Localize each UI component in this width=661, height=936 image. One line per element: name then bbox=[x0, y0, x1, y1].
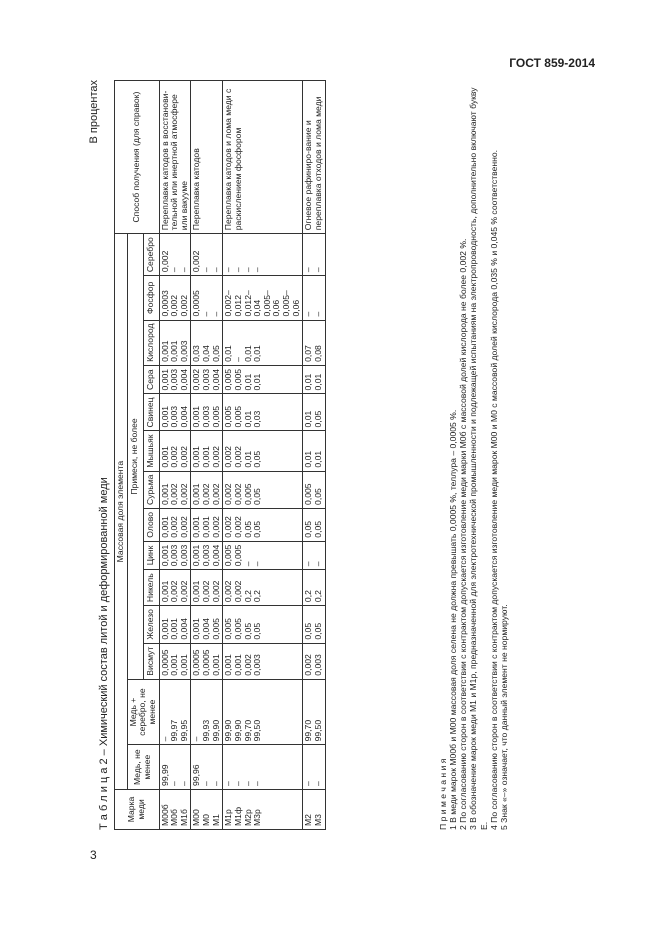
table-cell: 0,001 0,001 0,002 0,003 bbox=[223, 643, 303, 679]
table-cell: 0,002 0,003 0,004 bbox=[191, 365, 223, 394]
head-impurities: Примеси, не более bbox=[127, 234, 143, 679]
table-cell: 99,90 99,90 99,70 99,50 bbox=[223, 679, 303, 745]
table-cell: – – bbox=[303, 745, 325, 790]
table-row bbox=[159, 81, 191, 830]
table-cell: 0,0005 0,001 0,001 bbox=[159, 643, 191, 679]
head-impurity: Железо bbox=[143, 606, 159, 644]
head-mass: Массовая доля элемента bbox=[115, 234, 128, 790]
table-cell: 0,001 0,002 0,002 bbox=[159, 431, 191, 471]
table-body bbox=[159, 81, 325, 830]
table-cell: 0,07 0,08 bbox=[303, 320, 325, 365]
table-cell: 0,005 0,005 – – bbox=[223, 541, 303, 570]
table-cell: 0,005 0,05 bbox=[303, 471, 325, 508]
standard-number: ГОСТ 859-2014 bbox=[509, 56, 595, 70]
composition-table bbox=[114, 80, 326, 830]
table-cell: 0,03 0,04 0,05 bbox=[191, 320, 223, 365]
table-cell: 0,0005 – – bbox=[191, 276, 223, 320]
table-cell: 0,001 0,002 0,002 bbox=[159, 570, 191, 606]
table-cell: 99,99 – – bbox=[159, 745, 191, 790]
table-cell: 0,001 0,003 0,004 bbox=[191, 541, 223, 570]
table-cell: 0,001 0,003 0,004 bbox=[159, 365, 191, 394]
note-line: 1 В меди марок М00б и М00 массовая доля селена не должна превышать 0,0005 %, теллура – 0,0005 %. bbox=[448, 409, 459, 830]
head-impurity: Кислород bbox=[143, 320, 159, 365]
table-cell: 0,001 0,002 0,002 bbox=[159, 508, 191, 541]
table-cell: 0,0005 0,0005 0,001 bbox=[191, 643, 223, 679]
table-cell: 0,001 0,002 0,002 bbox=[191, 570, 223, 606]
head-impurity: Сурьма bbox=[143, 471, 159, 508]
table-cell: – – bbox=[303, 541, 325, 570]
head-impurity: Олово bbox=[143, 508, 159, 541]
head-impurity: Серебро bbox=[143, 234, 159, 276]
table-cell: 0,001 0,002 0,002 bbox=[191, 471, 223, 508]
table-cell: 0,05 0,05 bbox=[303, 606, 325, 644]
head-impurity: Висмут bbox=[143, 643, 159, 679]
notes bbox=[438, 80, 509, 830]
units-label: В процентах bbox=[88, 80, 100, 144]
table-cell: 0,01 0,05 bbox=[303, 394, 325, 431]
table-cell: 0,001 0,001 0,002 bbox=[191, 431, 223, 471]
table-cell: 0,005 0,005 0,05 0,05 bbox=[223, 606, 303, 644]
table-cell: – 99,97 99,95 bbox=[159, 679, 191, 745]
note-line: 4 По согласованию сторон в соответствии с контрактом допускается изготовление меди марок М00 и М0 с массовой долей кислорода 0,035 % и 0,045 % соответственно. bbox=[488, 149, 499, 830]
table-cell: 0,002 0,002 0,005 0,05 bbox=[223, 471, 303, 508]
table-cell: – – – – bbox=[223, 234, 303, 276]
table-cell: Переплавка катодов bbox=[191, 81, 223, 234]
table-cell: 0,002 0,002 0,01 0,05 bbox=[223, 431, 303, 471]
table-cell: 0,002 0,002 0,05 0,05 bbox=[223, 508, 303, 541]
table-row bbox=[303, 81, 325, 830]
table-cell: 0,001 0,001 0,004 bbox=[159, 606, 191, 644]
table-cell: Переплавка катодов и лома меди с раскислением фосфором bbox=[223, 81, 303, 234]
table-cell: 0,0003 0,002 0,002 bbox=[159, 276, 191, 320]
note-line: 2 По согласованию сторон в соответствии с контрактом допускается изготовление меди марки М0б с массовой долей кислорода не более 0,002 %. bbox=[458, 238, 469, 830]
table-cell: 99,96 – – bbox=[191, 745, 223, 790]
note-line: 5 Знак «–» означает, что данный элемент не нормируют. bbox=[498, 604, 509, 830]
note-line: П р и м е ч а н и я bbox=[438, 758, 448, 830]
table-cell: 0,005 0,005 0,01 0,01 bbox=[223, 365, 303, 394]
table-cell: М00б М0б М1б bbox=[159, 789, 191, 829]
table-cell: Огневое рафиниро-вание и переплавка отходов и лома меди bbox=[303, 81, 325, 234]
head-impurity: Фосфор bbox=[143, 276, 159, 320]
table-row bbox=[191, 81, 223, 830]
table-cell: 99,70 99,50 bbox=[303, 679, 325, 745]
table-cell: Переплавка катодов в восстанови-тельной или инертной атмосфере или вакууме bbox=[159, 81, 191, 234]
head-impurity: Свинец bbox=[143, 394, 159, 431]
table-cell: – – – – bbox=[223, 745, 303, 790]
table-cell: 0,001 0,003 0,003 bbox=[159, 541, 191, 570]
head-copper-silver: Медь + серебро, не менее bbox=[127, 679, 159, 745]
table-cell: М00 М0 М1 bbox=[191, 789, 223, 829]
table-cell: 0,002 – – bbox=[191, 234, 223, 276]
head-copper: Медь, не менее bbox=[127, 745, 159, 790]
table-cell: – – bbox=[303, 234, 325, 276]
page-number: 3 bbox=[90, 848, 97, 862]
table-cell: 0,002–0,012 0,012–0,04 0,005–0,06 0,005–0,06 bbox=[223, 276, 303, 320]
table-cell: – – bbox=[303, 276, 325, 320]
head-grade: Марка меди bbox=[115, 789, 160, 829]
table-cell: 0,002 0,003 bbox=[303, 643, 325, 679]
table-cell: 0,001 0,004 0,005 bbox=[191, 606, 223, 644]
table-cell: 0,001 0,003 0,004 bbox=[159, 394, 191, 431]
head-method: Способ получения (для справок) bbox=[115, 81, 160, 234]
table-cell: 0,01 – 0,01 0,01 bbox=[223, 320, 303, 365]
table-cell: 0,002 0,002 0,2 0,2 bbox=[223, 570, 303, 606]
head-impurity: Сера bbox=[143, 365, 159, 394]
table-row bbox=[223, 81, 303, 830]
table-cell: 0,01 0,01 bbox=[303, 431, 325, 471]
table-cell: 0,05 0,05 bbox=[303, 508, 325, 541]
head-impurity: Цинк bbox=[143, 541, 159, 570]
table-cell: М1р М1ф М2р М3р bbox=[223, 789, 303, 829]
head-impurity: Мышьяк bbox=[143, 431, 159, 471]
table-cell: 0,005 0,005 0,01 0,03 bbox=[223, 394, 303, 431]
head-impurity: Никель bbox=[143, 570, 159, 606]
table-cell: 0,2 0,2 bbox=[303, 570, 325, 606]
table-cell: М2 М3 bbox=[303, 789, 325, 829]
table-cell: 0,001 0,002 0,002 bbox=[159, 471, 191, 508]
table-cell: 0,001 0,001 0,002 bbox=[191, 508, 223, 541]
rotated-page-body bbox=[88, 80, 568, 830]
table-cell: – 99,93 99,90 bbox=[191, 679, 223, 745]
note-line: 3 В обозначение марок меди М1 и М1р, предназначенной для электротехнической промышленности и подлежащей испытаниям на электропроводность, дополнительно включают букву Е. bbox=[468, 87, 489, 830]
table-cell: 0,002 – – bbox=[159, 234, 191, 276]
table-cell: 0,001 0,001 0,003 bbox=[159, 320, 191, 365]
table-caption: Т а б л и ц а 2 – Химический состав литой и деформированной меди bbox=[98, 477, 110, 830]
table-cell: 0,001 0,003 0,005 bbox=[191, 394, 223, 431]
table-cell: 0,01 0,01 bbox=[303, 365, 325, 394]
